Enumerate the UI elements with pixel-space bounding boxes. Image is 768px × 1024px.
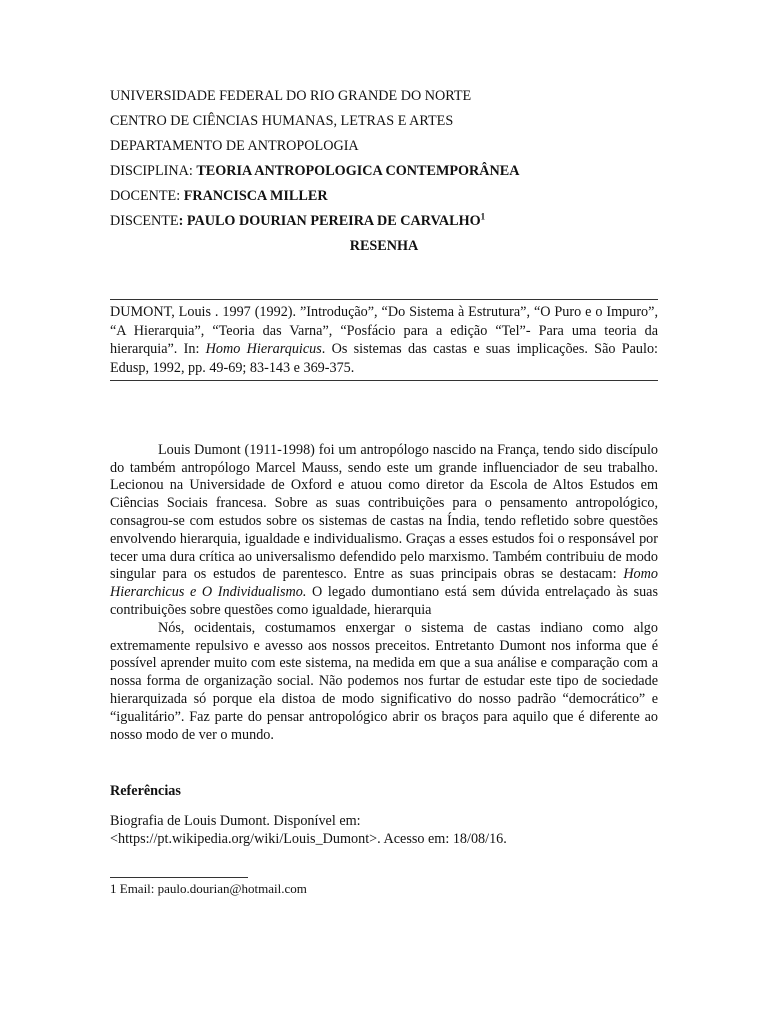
- reference-book-title: Homo Hierarquicus: [205, 341, 322, 358]
- document-title: RESENHA: [349, 238, 419, 254]
- center-name: CENTRO DE CIÊNCIAS HUMANAS, LETRAS E ARTES: [110, 113, 454, 129]
- footnote-mark: 1: [480, 211, 486, 222]
- teacher-line: [110, 184, 658, 209]
- footnote: 1 Email: paulo.dourian@hotmail.com: [110, 881, 307, 896]
- reference-box: [110, 299, 658, 381]
- university-name: UNIVERSIDADE FEDERAL DO RIO GRANDE DO NORTE: [110, 88, 472, 104]
- discipline-label: DISCIPLINA:: [110, 163, 197, 179]
- discipline-value: TEORIA ANTROPOLOGICA CONTEMPORÂNEA: [196, 163, 520, 179]
- review-text: [110, 442, 658, 745]
- references-heading: Referências: [110, 783, 181, 800]
- reference-line-2: <https://pt.wikipedia.org/wiki/Louis_Dumont>. Acesso em: 18/08/16.: [110, 831, 507, 848]
- paragraph-1: Louis Dumont (1911-1998) foi um antropólogo nascido na França, tendo sido discípulo do também antropólogo Marcel Mauss, sendo este um grande influenciador de seu trabalho. Lecionou na Universidade de Oxford e atuou como diretor da Escola de Altos Estudos em Ciências Sociais francesa. Sobre as suas contribuições para o pensamento antropológico, consagrou-se com estudos sobre os sistemas de castas na Índia, tendo refletido sobre questões envolvendo hierarquia, igualdade e individualismo. Graças a esses estudos foi o responsável por tecer uma dura crítica ao universalismo defendido pelo marxismo. Também contribuiu de modo singular para os estudos de parentesco. Entre as suas principais obras se destacam: Homo Hierarchicus e O Individualismo. O legado dumontiano está sem dúvida entrelaçado às suas contribuições sobre questões como igualdade, hierarquia: [110, 441, 659, 618]
- document-body: [110, 84, 658, 848]
- footnote-divider: [110, 877, 248, 878]
- student-line: [110, 209, 658, 234]
- department-name: DEPARTAMENTO DE ANTROPOLOGIA: [110, 138, 359, 154]
- reference-line-1: Biografia de Louis Dumont. Disponível em:: [110, 813, 361, 830]
- student-value: : PAULO DOURIAN PEREIRA DE CARVALHO: [178, 213, 481, 229]
- reference-text-start: DUMONT, Louis . 1997 (1992). ”Introdução”, “Do Sistema à Estrutura”, “O Puro e o Impuro”, “A Hierarquia”, “Teoria das Varna”, “Posfácio para a edição “Tel”- Para uma teoria da hierarquia”. In:: [110, 304, 658, 358]
- paragraph-2: Nós, ocidentais, costumamos enxergar o sistema de castas indiano como algo extremamente repulsivo e avesso aos nossos preceitos. Entretanto Dumont nos informa que é possível aprender muito com este sistema, na medida em que a sua análise e comparação com a nossa forma de organização social. Não podemos nos furtar de estudar este tipo de sociedade hierarquizada só porque ela distoa de modo significativo do nosso padrão “democrático” e “igualitário”. Faz parte do pensar antropológico abrir os braços para aquilo que é diferente ao nosso modo de ver o mundo.: [110, 619, 658, 743]
- references-list: [110, 812, 658, 848]
- teacher-label: DOCENTE:: [110, 188, 184, 204]
- student-label: DISCENTE: [110, 213, 179, 229]
- discipline-line: [110, 159, 658, 184]
- works-italic: Homo Hierarchicus e O Individualismo.: [110, 566, 658, 601]
- reference-text-end: . Os sistemas das castas e suas implicações. São Paulo: Edusp, 1992, pp. 49-69; 83-143 e 369-375.: [110, 341, 658, 377]
- teacher-value: FRANCISCA MILLER: [183, 188, 328, 204]
